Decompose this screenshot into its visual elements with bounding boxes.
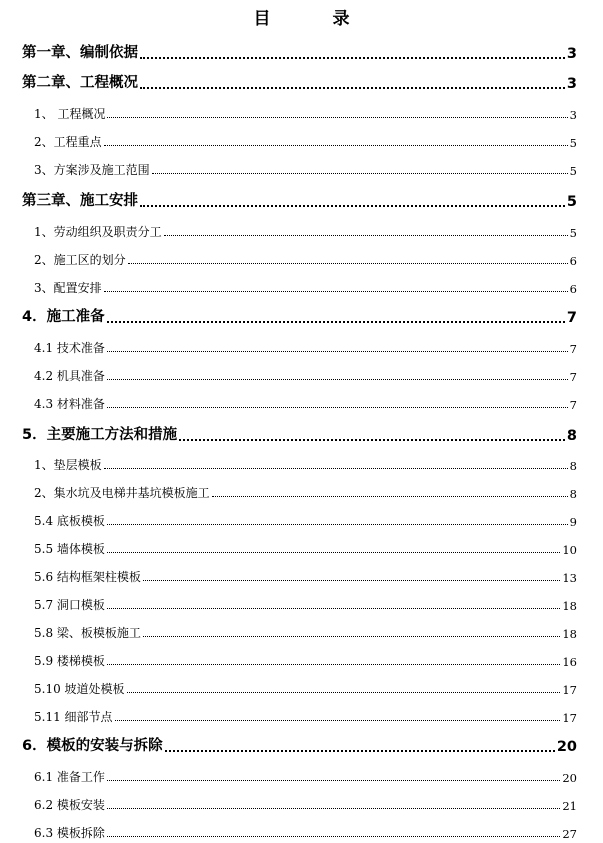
toc-entry-label: 第三章、施工安排 <box>22 193 138 209</box>
toc-leader-dots <box>107 117 567 118</box>
toc-leader-dots <box>115 720 561 721</box>
toc-entry-label: 第一章、编制依据 <box>22 45 138 61</box>
toc-entry-label: 2、施工区的划分 <box>34 253 126 267</box>
toc-section-entry[interactable] <box>34 485 577 501</box>
toc-leader-dots <box>107 379 568 380</box>
toc-entry-label: 4．施工准备 <box>22 309 105 325</box>
toc-entry-label: 1、劳动组织及职责分工 <box>34 225 162 239</box>
toc-entry-label: 3、配置安排 <box>34 281 102 295</box>
toc-leader-dots <box>107 836 560 837</box>
toc-leader-dots <box>140 87 565 89</box>
toc-entry-page-number: 3 <box>566 46 577 62</box>
toc-leader-dots <box>107 351 568 352</box>
toc-entry-label: 5.7 洞口模板 <box>34 598 105 612</box>
toc-entry-label: 1、 工程概况 <box>34 107 106 121</box>
toc-entry-page-number: 7 <box>569 398 577 412</box>
toc-title: 目 录 <box>253 9 378 29</box>
toc-leader-dots <box>152 173 568 174</box>
toc-section-entry[interactable] <box>34 653 577 669</box>
toc-chapter-entry[interactable] <box>22 190 577 210</box>
toc-leader-dots <box>164 235 568 236</box>
toc-leader-dots <box>104 291 568 292</box>
toc-leader-dots <box>143 636 560 637</box>
toc-entry-page-number: 6 <box>569 254 577 268</box>
toc-section-entry[interactable] <box>34 597 577 613</box>
toc-entry-label: 4.2 机具准备 <box>34 369 105 383</box>
toc-entry-page-number: 7 <box>566 310 577 326</box>
toc-leader-dots <box>107 608 560 609</box>
toc-section-entry[interactable] <box>34 162 577 178</box>
toc-entry-page-number: 20 <box>562 771 577 785</box>
toc-section-entry[interactable] <box>34 513 577 529</box>
toc-entry-label: 1、垫层模板 <box>34 458 102 472</box>
toc-section-entry[interactable] <box>34 681 577 697</box>
toc-leader-dots <box>104 468 568 469</box>
toc-chapter-entry[interactable] <box>22 735 577 755</box>
toc-entry-label: 5．主要施工方法和措施 <box>22 427 178 443</box>
toc-leader-dots <box>104 145 568 146</box>
toc-leader-dots <box>107 321 565 323</box>
toc-entry-page-number: 5 <box>569 164 577 178</box>
toc-entry-page-number: 18 <box>562 599 577 613</box>
toc-entry-page-number: 10 <box>562 543 577 557</box>
toc-entry-page-number: 16 <box>562 655 577 669</box>
toc-section-entry[interactable] <box>34 625 577 641</box>
toc-entry-page-number: 3 <box>566 76 577 92</box>
toc-entry-page-number: 3 <box>569 108 577 122</box>
toc-entry-label: 6.1 准备工作 <box>34 770 105 784</box>
toc-entry-page-number: 27 <box>562 827 577 841</box>
toc-leader-dots <box>140 205 565 207</box>
toc-entry-label: 6.3 模板拆除 <box>34 826 105 840</box>
toc-entry-label: 5.4 底板模板 <box>34 514 105 528</box>
toc-entry-page-number: 7 <box>569 370 577 384</box>
toc-section-entry[interactable] <box>34 134 577 150</box>
toc-entry-page-number: 9 <box>569 515 577 529</box>
toc-leader-dots <box>179 439 565 441</box>
toc-leader-dots <box>107 407 568 408</box>
toc-section-entry[interactable] <box>34 340 577 356</box>
toc-entry-page-number: 8 <box>569 487 577 501</box>
toc-chapter-entry[interactable] <box>22 72 577 92</box>
toc-leader-dots <box>140 57 565 59</box>
toc-entry-label: 6.2 模板安装 <box>34 798 105 812</box>
toc-section-entry[interactable] <box>34 825 577 841</box>
toc-section-entry[interactable] <box>34 797 577 813</box>
toc-entry-page-number: 6 <box>569 282 577 296</box>
toc-entry-page-number: 21 <box>562 799 577 813</box>
toc-leader-dots <box>107 808 560 809</box>
toc-entry-label: 3、方案涉及施工范围 <box>34 163 150 177</box>
toc-leader-dots <box>107 664 560 665</box>
toc-section-entry[interactable] <box>34 252 577 268</box>
toc-entry-label: 6．模板的安装与拆除 <box>22 738 163 754</box>
toc-leader-dots <box>212 496 568 497</box>
toc-chapter-entry[interactable] <box>22 42 577 62</box>
toc-section-entry[interactable] <box>34 368 577 384</box>
toc-entry-page-number: 20 <box>556 739 577 755</box>
toc-entry-page-number: 5 <box>569 136 577 150</box>
toc-section-entry[interactable] <box>34 106 577 122</box>
toc-entry-label: 4.3 材料准备 <box>34 397 105 411</box>
toc-entry-label: 4.1 技术准备 <box>34 341 105 355</box>
toc-entry-page-number: 8 <box>566 428 577 444</box>
toc-entry-label: 第二章、工程概况 <box>22 75 138 91</box>
toc-entry-page-number: 8 <box>569 459 577 473</box>
toc-section-entry[interactable] <box>34 709 577 725</box>
toc-entry-label: 5.10 坡道处模板 <box>34 682 125 696</box>
toc-entry-page-number: 5 <box>569 226 577 240</box>
toc-entry-label: 2、集水坑及电梯井基坑模板施工 <box>34 486 210 500</box>
toc-leader-dots <box>143 580 560 581</box>
toc-chapter-entry[interactable] <box>22 424 577 444</box>
toc-leader-dots <box>127 692 561 693</box>
toc-section-entry[interactable] <box>34 396 577 412</box>
toc-leader-dots <box>107 524 568 525</box>
toc-entry-label: 2、工程重点 <box>34 135 102 149</box>
toc-chapter-entry[interactable] <box>22 306 577 326</box>
toc-section-entry[interactable] <box>34 457 577 473</box>
toc-section-entry[interactable] <box>34 769 577 785</box>
toc-leader-dots <box>107 552 560 553</box>
toc-entry-label: 5.5 墙体模板 <box>34 542 105 556</box>
toc-section-entry[interactable] <box>34 569 577 585</box>
toc-section-entry[interactable] <box>34 280 577 296</box>
toc-entry-page-number: 13 <box>562 571 577 585</box>
toc-entry-page-number: 17 <box>562 711 577 725</box>
toc-entry-label: 5.11 细部节点 <box>34 710 113 724</box>
toc-leader-dots <box>165 750 555 752</box>
toc-leader-dots <box>107 780 560 781</box>
toc-leader-dots <box>128 263 568 264</box>
toc-entry-page-number: 5 <box>566 194 577 210</box>
toc-entry-label: 5.6 结构框架柱模板 <box>34 570 141 584</box>
toc-entry-page-number: 17 <box>562 683 577 697</box>
toc-entry-label: 5.8 梁、板模板施工 <box>34 626 141 640</box>
toc-section-entry[interactable] <box>34 224 577 240</box>
toc-entry-page-number: 7 <box>569 342 577 356</box>
toc-entry-label: 5.9 楼梯模板 <box>34 654 105 668</box>
toc-section-entry[interactable] <box>34 541 577 557</box>
toc-entry-page-number: 18 <box>562 627 577 641</box>
